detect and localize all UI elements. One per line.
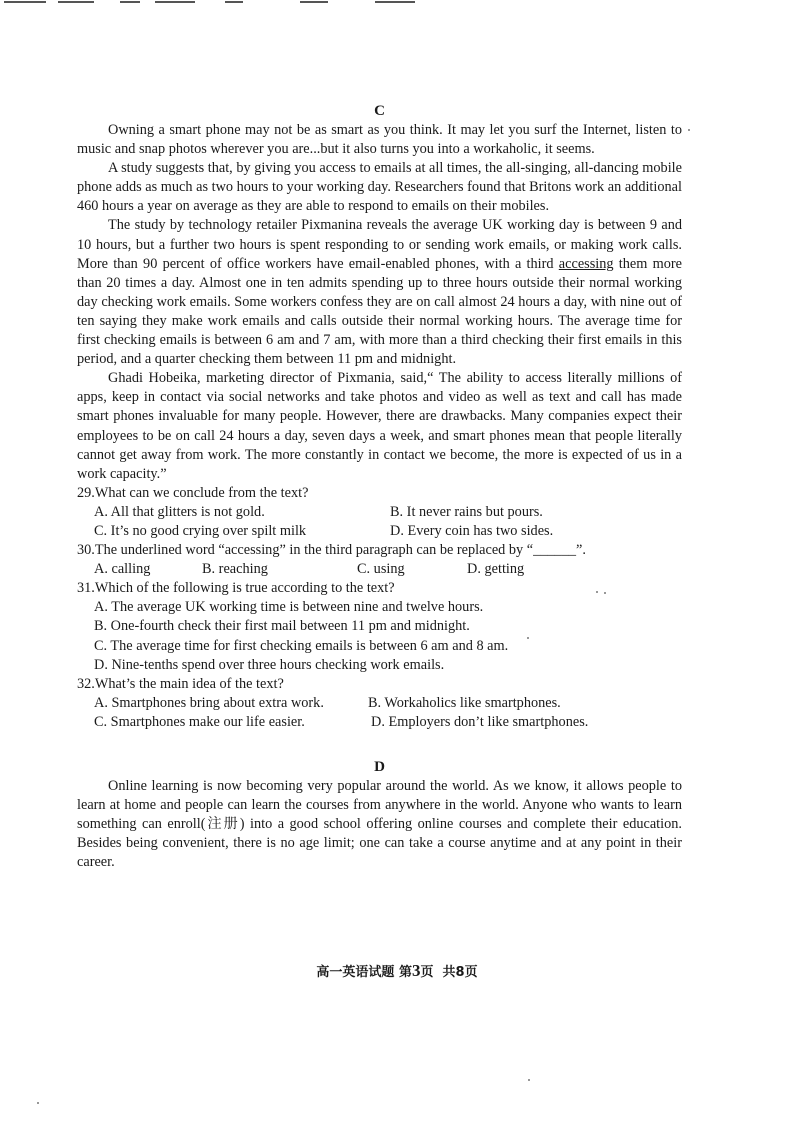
passage-d-heading: D (374, 759, 385, 775)
footer-total-pages: 共8页 (442, 965, 478, 980)
question-30-options (77, 560, 682, 579)
underlined-word: accessing (558, 255, 614, 272)
question-32-options-row-2 (77, 713, 682, 732)
question-32-options-row-1 (77, 694, 682, 713)
question-31-option-d: D. Nine-tenths spend over three hours checking work emails. (94, 656, 445, 673)
question-29-options-row-1 (77, 503, 682, 522)
question-30-option-b: B. reaching (202, 561, 268, 578)
question-31-stem: 31.Which of the following is true according to the text? (77, 580, 395, 597)
question-32-option-c: C. Smartphones make our life easier. (94, 713, 305, 730)
question-29-options-row-2 (77, 522, 682, 541)
question-31-option-c: C. The average time for first checking emails is between 6 am and 8 am. (94, 637, 509, 654)
passage-c-heading: C (374, 103, 385, 119)
question-29-option-d: D. Every coin has two sides. (390, 522, 554, 539)
footer-page-label: 页 (420, 965, 434, 980)
question-30-option-d: D. getting (467, 561, 525, 578)
question-32-option-b: B. Workaholics like smartphones. (368, 694, 561, 711)
question-30-option-a: A. calling (94, 561, 151, 578)
paragraph-3-text-start: The study by technology retailer Pixmanina reveals the average UK working day is between 9 and 10 hours, but a further two hours is spent responding to or sending work emails, or making work calls. More than 90 percent of office workers have email-enabled phones, with a third (77, 217, 682, 272)
paragraph-3-text-end: them more than 20 times a day. Almost one in ten admits spending up to three hours outside their normal working day checking work emails. Some workers confess they are on call almost 24 hours a day, with nine out of ten saying they make work emails and calls outside their normal working hours. The average time for first checking emails is between 6 am and 7 am, with more than a third checking their first emails in this period, and a quarter checking them between 11 pm and midnight. (77, 255, 682, 368)
passage-c-paragraph-3 (77, 216, 682, 369)
scan-edge-marks (0, 0, 794, 6)
passage-c-paragraph-2: A study suggests that, by giving you access to emails at all times, the all-singing, all-dancing mobile phone adds as much as two hours to your working day. Researchers found that Britons work an additional 460 hours a year on average as they are able to respond to emails on their mobiles. (77, 160, 682, 215)
question-29-option-a: A. All that glitters is not gold. (94, 503, 265, 520)
footer-prefix: 高一英语试题 第 (316, 965, 412, 980)
question-31-option-a: A. The average UK working time is between nine and twelve hours. (94, 599, 484, 616)
question-29-option-b: B. It never rains but pours. (390, 503, 543, 520)
question-32-option-d: D. Employers don’t like smartphones. (371, 713, 589, 730)
passage-d-paragraph-1: Online learning is now becoming very popular around the world. As we know, it allows people to learn at home and people can learn the courses from anywhere in the world. Anyone who wants to learn something can enroll(注册) into a good school offering online courses and complete their education. Besides being convenient, there is no age limit; one can take a course anytime and at any point in their career. (77, 778, 682, 871)
page-footer (0, 961, 794, 981)
passage-c-paragraph-4: Ghadi Hobeika, marketing director of Pixmania, said,“ The ability to access literally millions of apps, keep in contact via social networks and take photos and video as well as text and call has made smart phones invaluable for many people. However, there are drawbacks. Many companies expect their employees to be on call 24 hours a day, seven days a week, and smart phones mean that people literally cannot get away from work. The more constantly in contact we become, the more is expected of us in a work capacity.” (77, 370, 682, 482)
question-32-stem: 32.What’s the main idea of the text? (77, 675, 284, 692)
exam-content (77, 101, 682, 872)
question-29-option-c: C. It’s no good crying over spilt milk (94, 522, 307, 539)
question-32-option-a: A. Smartphones bring about extra work. (94, 694, 324, 711)
question-30-option-c: C. using (357, 561, 405, 578)
section-spacer (77, 732, 682, 757)
footer-page-number: 3 (411, 961, 421, 980)
question-30-stem: 30.The underlined word “accessing” in the third paragraph can be replaced by “______”. (77, 542, 586, 559)
question-29-stem: 29.What can we conclude from the text? (77, 484, 309, 501)
passage-c-paragraph-1: Owning a smart phone may not be as smart as you think. It may let you surf the Internet, listen to music and snap photos wherever you are...but it also turns you into a workaholic, it seems. (77, 122, 682, 158)
question-31-option-b: B. One-fourth check their first mail between 11 pm and midnight. (94, 618, 470, 635)
